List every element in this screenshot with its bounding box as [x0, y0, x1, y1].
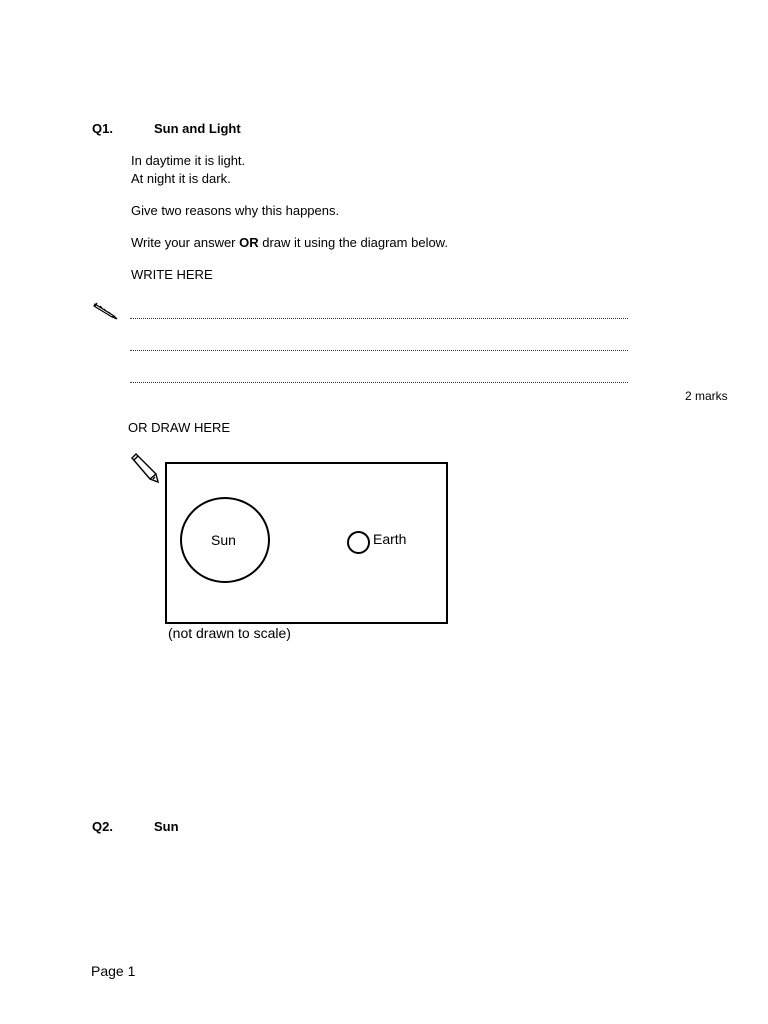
draw-here-label: OR DRAW HERE	[128, 420, 231, 435]
answer-line[interactable]	[130, 350, 628, 351]
instruction-emphasis: OR	[239, 235, 259, 250]
pencil-icon	[128, 452, 160, 484]
statement-line-2: At night it is dark.	[131, 171, 231, 186]
instruction-text-end: draw it using the diagram below.	[258, 235, 448, 250]
diagram-caption: (not drawn to scale)	[168, 625, 291, 641]
marks-label: 2 marks	[685, 389, 728, 403]
write-here-label: WRITE HERE	[131, 267, 213, 282]
pencil-icon	[92, 301, 120, 321]
question-number: Q1.	[92, 121, 113, 136]
earth-label: Earth	[373, 531, 407, 547]
question-title: Sun and Light	[154, 121, 241, 136]
question-number: Q2.	[92, 819, 113, 834]
page-number: Page 1	[91, 963, 136, 979]
earth-circle	[347, 531, 370, 554]
question-title: Sun	[154, 819, 179, 834]
statement-line-1: In daytime it is light.	[131, 153, 246, 168]
sun-label: Sun	[211, 532, 236, 548]
instruction-text: Write your answer	[131, 235, 240, 250]
answer-line[interactable]	[130, 318, 628, 319]
question-prompt: Give two reasons why this happens.	[131, 203, 340, 218]
answer-instruction	[131, 234, 448, 252]
answer-line[interactable]	[130, 382, 628, 383]
